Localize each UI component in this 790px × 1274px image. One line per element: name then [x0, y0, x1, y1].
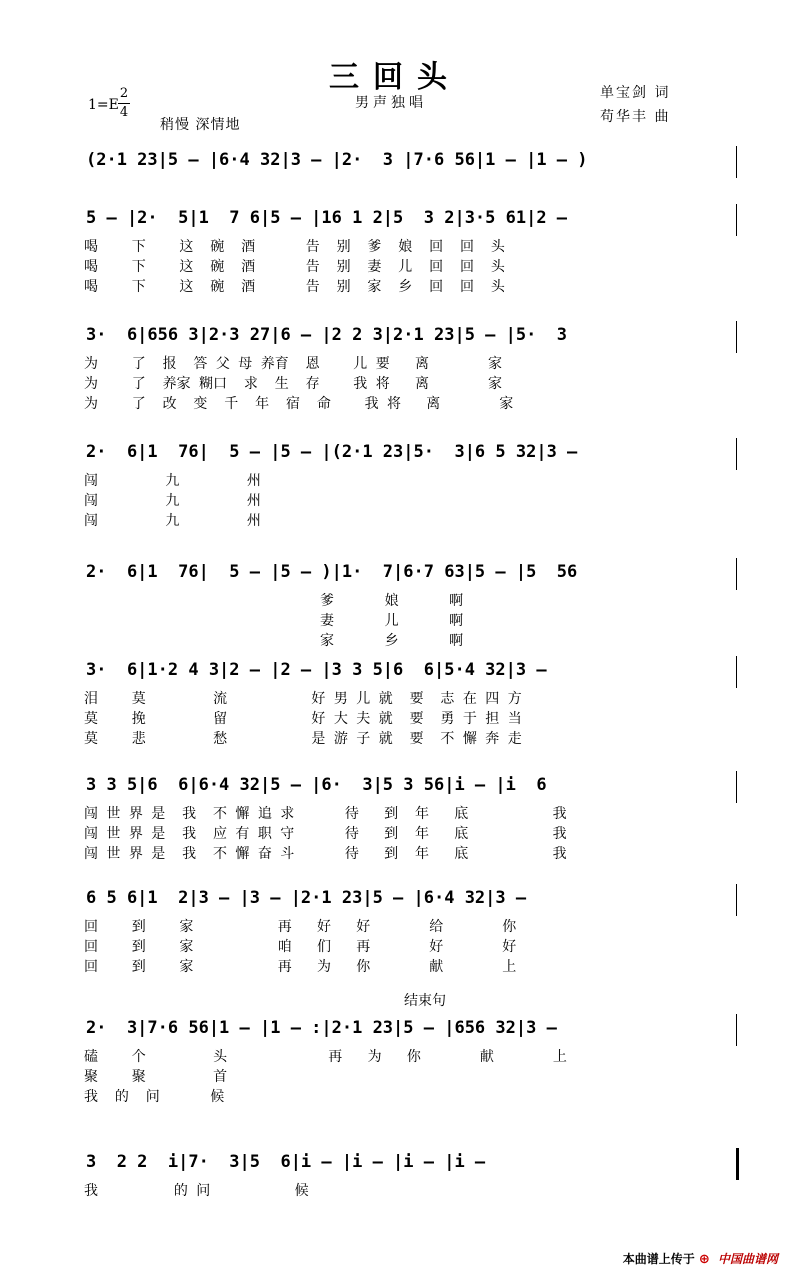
time-signature	[118, 86, 130, 121]
footer-site: 中国曲谱网	[717, 1252, 778, 1266]
notation-line: 2· 3|7·6 56|1 – |1 – :|2·1 23|5 – |656 32|3 –	[86, 1018, 557, 1038]
lyric-line: 磕 个 头 再 为 你 献 上	[84, 1049, 567, 1065]
score-system	[0, 562, 790, 662]
lyricist-credit: 单宝剑 词	[600, 85, 671, 101]
notation-line: 6 5 6|1 2|3 – |3 – |2·1 23|5 – |6·4 32|3 –	[86, 888, 527, 908]
lyric-line: 喝 下 这 碗 酒 告 别 妻 儿 回 回 头	[84, 259, 505, 275]
lyric-line: 回 到 家 咱 们 再 好 好	[84, 939, 517, 955]
notation-line: (2·1 23|5 – |6·4 32|3 – |2· 3 |7·6 56|1 – |1 – )	[86, 150, 588, 170]
notation-line: 3 3 5|6 6|6·4 32|5 – |6· 3|5 3 56|i – |i 6	[86, 775, 547, 795]
score-system	[0, 660, 790, 760]
system-end-barline	[736, 146, 737, 178]
score-system	[0, 208, 790, 308]
lyric-line: 莫 挽 留 好 大 夫 就 要 勇 于 担 当	[84, 711, 522, 727]
lyric-line: 喝 下 这 碗 酒 告 别 爹 娘 回 回 头	[84, 239, 505, 255]
tempo-marking: 稍慢 深情地	[160, 117, 241, 133]
footer-text: 本曲谱上传于	[622, 1252, 695, 1266]
performance-type: 男声独唱	[355, 95, 427, 111]
score-system	[0, 1018, 790, 1118]
system-end-barline	[736, 1014, 737, 1046]
time-signature-bottom: 4	[119, 105, 129, 120]
lyric-line: 妻 儿 啊	[84, 613, 464, 629]
lyric-line: 闯 九 州	[84, 493, 261, 509]
notation-line: 3· 6|1·2 4 3|2 – |2 – |3 3 5|6 6|5·4 32|3 –	[86, 660, 547, 680]
score-system	[0, 888, 790, 988]
system-end-barline	[736, 656, 737, 688]
system-end-barline	[736, 1148, 739, 1180]
notation-line: 5 – |2· 5|1 7 6|5 – |16 1 2|5 3 2|3·5 61|2 –	[86, 208, 568, 228]
site-logo-icon: ⊕	[698, 1252, 710, 1267]
lyric-line: 莫 悲 愁 是 游 子 就 要 不 懈 奔 走	[84, 731, 522, 747]
ending-label: 结束句	[404, 993, 446, 1009]
lyric-line: 喝 下 这 碗 酒 告 别 家 乡 回 回 头	[84, 279, 505, 295]
lyric-line: 回 到 家 再 好 好 给 你	[84, 919, 517, 935]
composer-credit: 苟华丰 曲	[600, 109, 671, 125]
lyric-line: 聚 聚 首	[84, 1069, 228, 1085]
lyric-line: 为 了 报 答 父 母 养育 恩 儿 要 离 家	[84, 356, 503, 372]
lyric-line: 闯 九 州	[84, 473, 261, 489]
lyric-line: 家 乡 啊	[84, 633, 464, 649]
system-end-barline	[736, 884, 737, 916]
time-signature-top: 2	[119, 86, 129, 101]
lyric-line: 爹 娘 啊	[84, 593, 464, 609]
lyric-line: 闯 世 界 是 我 不 懈 追 求 待 到 年 底 我	[84, 806, 567, 822]
song-title: 三回头	[329, 60, 461, 95]
system-end-barline	[736, 771, 737, 803]
lyric-line: 我 的 问 候	[84, 1089, 225, 1105]
lyric-line: 闯 世 界 是 我 不 懈 奋 斗 待 到 年 底 我	[84, 846, 567, 862]
key-signature: 1=E	[88, 97, 119, 113]
lyric-line: 为 了 改 变 千 年 宿 命 我 将 离 家	[84, 396, 514, 412]
notation-line: 2· 6|1 76| 5 – |5 – )|1· 7|6·7 63|5 – |5 56	[86, 562, 578, 582]
score-system	[0, 775, 790, 875]
lyric-line: 闯 世 界 是 我 应 有 职 守 待 到 年 底 我	[84, 826, 567, 842]
notation-line: 2· 6|1 76| 5 – |5 – |(2·1 23|5· 3|6 5 32|3 –	[86, 442, 578, 462]
notation-line: 3 2 2 i|7· 3|5 6|i – |i – |i – |i –	[86, 1152, 486, 1172]
lyric-line: 我 的 问 候	[84, 1183, 309, 1199]
system-end-barline	[736, 321, 737, 353]
score-system	[0, 325, 790, 425]
score-system	[0, 442, 790, 542]
score-system	[0, 1152, 790, 1252]
system-end-barline	[736, 204, 737, 236]
lyric-line: 回 到 家 再 为 你 献 上	[84, 959, 517, 975]
footer	[623, 1250, 778, 1267]
system-end-barline	[736, 558, 737, 590]
lyric-line: 泪 莫 流 好 男 儿 就 要 志 在 四 方	[84, 691, 522, 707]
notation-line: 3· 6|656 3|2·3 27|6 – |2 2 3|2·1 23|5 – |5· 3	[86, 325, 568, 345]
lyric-line: 闯 九 州	[84, 513, 261, 529]
system-end-barline	[736, 438, 737, 470]
lyric-line: 为 了 养家 糊口 求 生 存 我 将 离 家	[84, 376, 503, 392]
